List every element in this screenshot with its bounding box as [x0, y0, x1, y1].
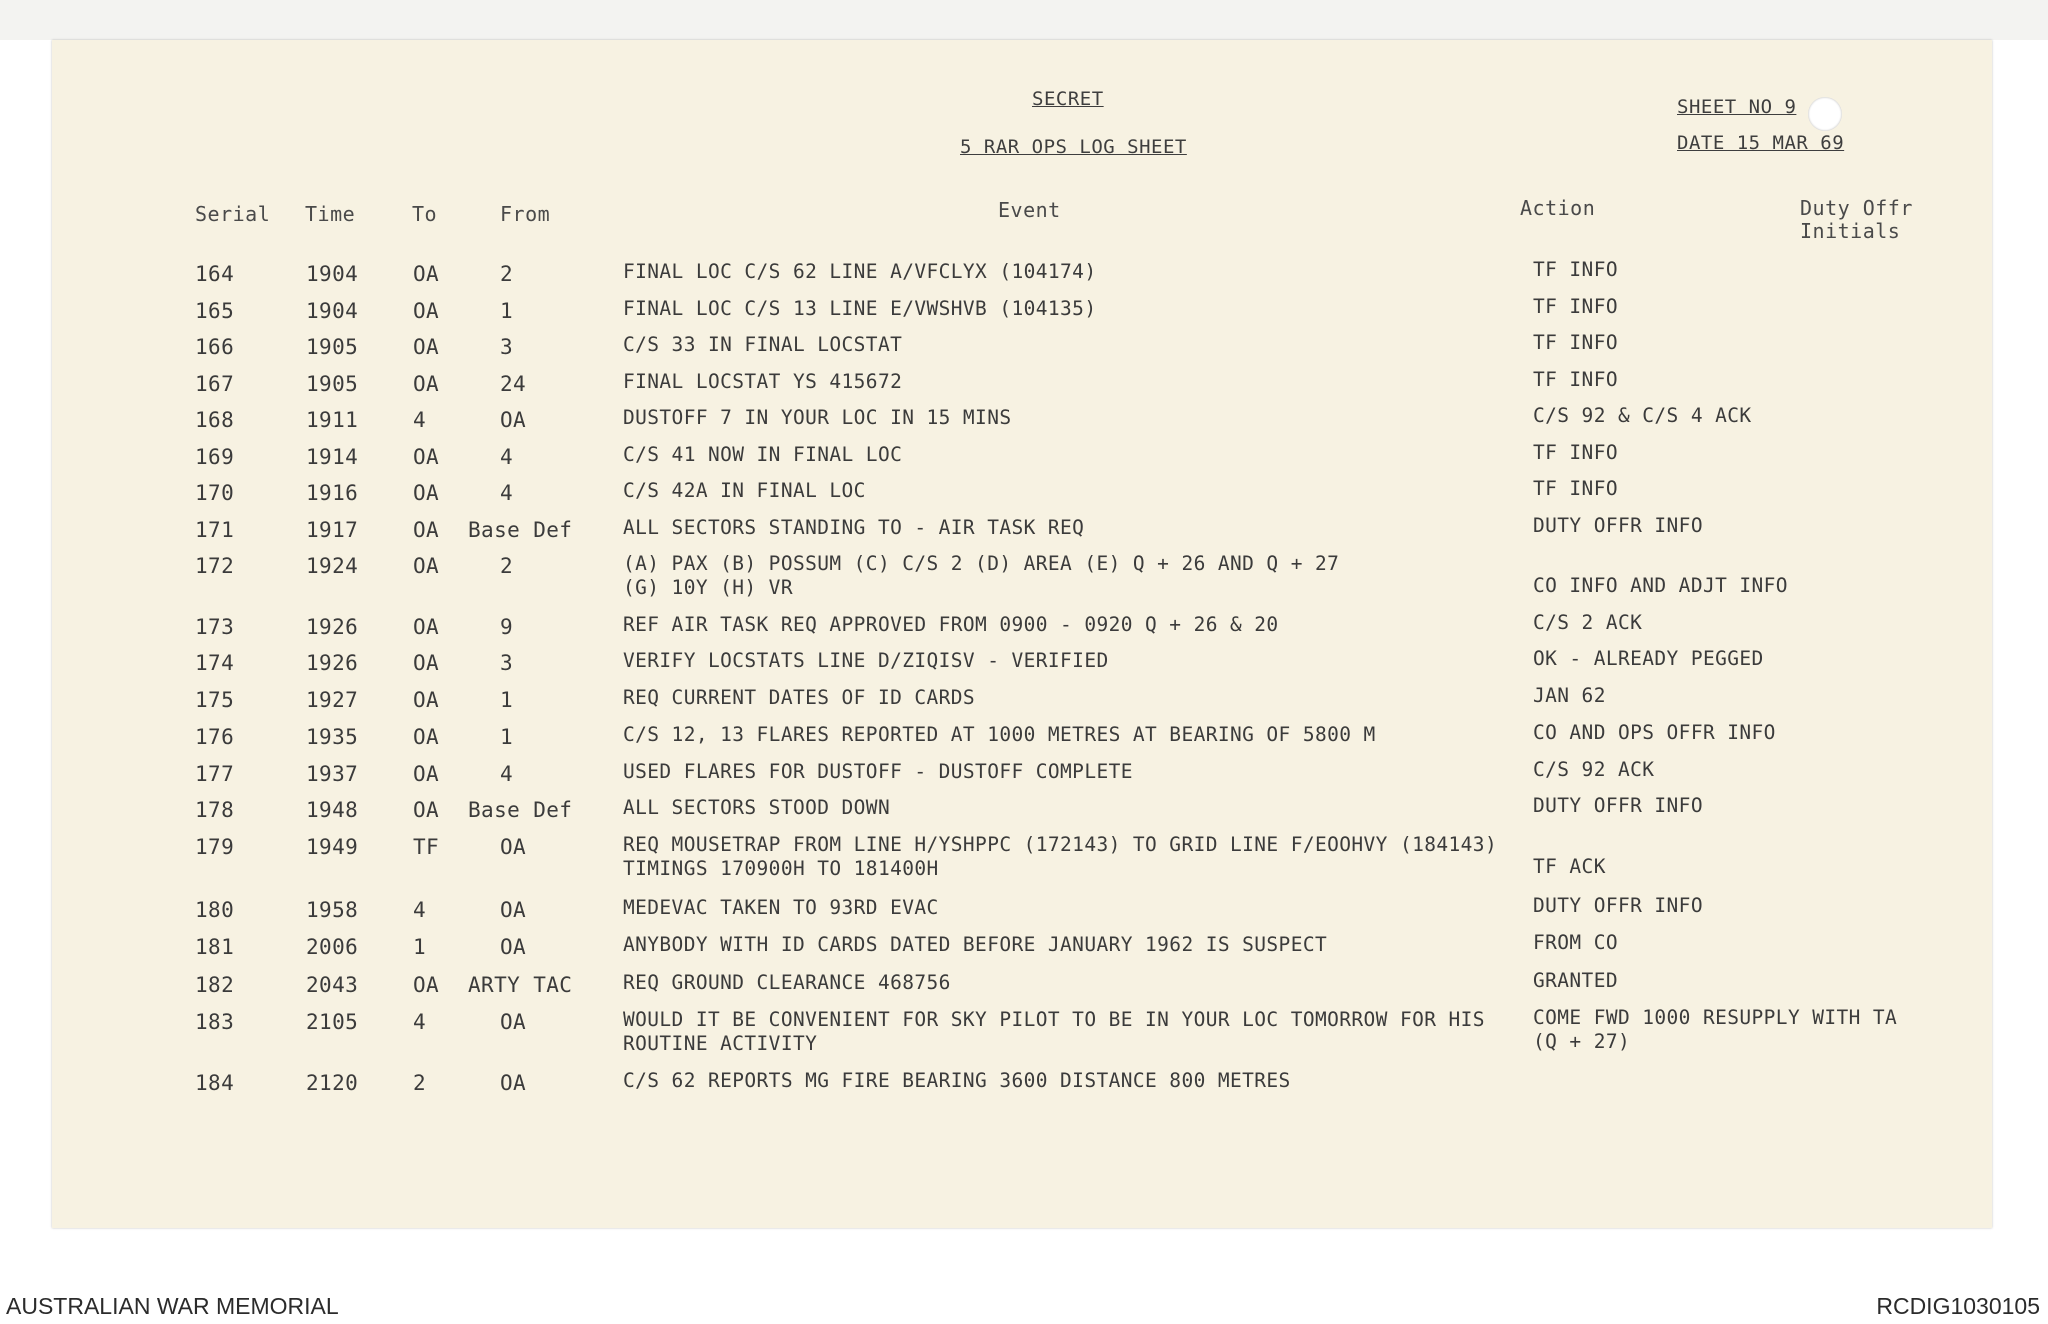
log-row: [0, 684, 2048, 712]
sheet-date: DATE 15 MAR 69: [1677, 132, 1845, 154]
log-row: [0, 758, 2048, 786]
time-cell: 1958: [306, 898, 359, 922]
log-row: [0, 552, 2048, 599]
serial-cell: 180: [195, 898, 235, 922]
event-text: FINAL LOC C/S 13 LINE E/VWSHVB (104135): [623, 297, 1097, 320]
log-row: [0, 368, 2048, 396]
to-cell: OA: [413, 335, 440, 359]
event-text: C/S 33 IN FINAL LOCSTAT: [623, 333, 903, 356]
event-text: MEDEVAC TAKEN TO 93RD EVAC: [623, 896, 939, 919]
serial-cell: 165: [195, 299, 235, 323]
action-text: C/S 92 ACK: [1533, 758, 1655, 781]
time-cell: 1937: [306, 762, 359, 786]
action-text: FROM CO: [1533, 931, 1618, 954]
log-row: [0, 611, 2048, 639]
column-header-event: Event: [998, 198, 1061, 222]
log-row: [0, 833, 2048, 880]
time-cell: 1926: [306, 651, 359, 675]
punch-hole: [1808, 97, 1842, 131]
serial-cell: 181: [195, 935, 235, 959]
event-text: ALL SECTORS STANDING TO - AIR TASK REQ: [623, 516, 1085, 539]
serial-cell: 173: [195, 615, 235, 639]
log-row: [0, 331, 2048, 359]
serial-cell: 177: [195, 762, 235, 786]
to-cell: OA: [413, 481, 440, 505]
time-cell: 1935: [306, 725, 359, 749]
from-cell: OA: [500, 1071, 527, 1095]
log-row: [0, 404, 2048, 432]
time-cell: 1914: [306, 445, 359, 469]
event-text: REQ MOUSETRAP FROM LINE H/YSHPPC (172143) TO GRID LINE F/EOOHVY (184143): [623, 833, 1498, 856]
from-cell: 2: [500, 554, 514, 578]
from-cell: OA: [500, 898, 527, 922]
time-cell: 1927: [306, 688, 359, 712]
to-cell: 2: [413, 1071, 427, 1095]
event-text: (A) PAX (B) POSSUM (C) C/S 2 (D) AREA (E) Q + 26 AND Q + 27: [623, 552, 1340, 575]
footer-reference: RCDIG1030105: [1876, 1293, 2040, 1319]
time-cell: 2120: [306, 1071, 359, 1095]
event-text: C/S 41 NOW IN FINAL LOC: [623, 443, 903, 466]
to-cell: OA: [413, 299, 440, 323]
action-text: DUTY OFFR INFO: [1533, 514, 1703, 537]
log-row: [0, 647, 2048, 675]
time-cell: 1904: [306, 262, 359, 286]
log-row: [0, 1006, 2048, 1055]
serial-cell: 183: [195, 1010, 235, 1034]
action-text: TF INFO: [1533, 258, 1618, 281]
action-text: GRANTED: [1533, 969, 1618, 992]
time-cell: 1904: [306, 299, 359, 323]
serial-cell: 167: [195, 372, 235, 396]
from-cell: OA: [500, 835, 527, 859]
serial-cell: 168: [195, 408, 235, 432]
event-text: USED FLARES FOR DUSTOFF - DUSTOFF COMPLETE: [623, 760, 1133, 783]
column-header-to: To: [412, 202, 438, 226]
time-cell: 2006: [306, 935, 359, 959]
time-cell: 1948: [306, 798, 359, 822]
time-cell: 1924: [306, 554, 359, 578]
serial-cell: 164: [195, 262, 235, 286]
time-cell: 2043: [306, 973, 359, 997]
event-text: DUSTOFF 7 IN YOUR LOC IN 15 MINS: [623, 406, 1012, 429]
action-text: TF INFO: [1533, 477, 1618, 500]
top-margin: [0, 0, 2048, 40]
to-cell: OA: [413, 973, 440, 997]
action-text: C/S 2 ACK: [1533, 611, 1643, 634]
log-row: [0, 931, 2048, 959]
event-text: VERIFY LOCSTATS LINE D/ZIQISV - VERIFIED: [623, 649, 1109, 672]
column-header-duty-offr: Duty Offr: [1800, 196, 1913, 220]
serial-cell: 172: [195, 554, 235, 578]
serial-cell: 175: [195, 688, 235, 712]
time-cell: 1911: [306, 408, 359, 432]
event-text: REF AIR TASK REQ APPROVED FROM 0900 - 0920 Q + 26 & 20: [623, 613, 1279, 636]
time-cell: 1905: [306, 372, 359, 396]
event-text: ALL SECTORS STOOD DOWN: [623, 796, 891, 819]
from-cell: 2: [500, 262, 514, 286]
from-cell: Base Def: [468, 798, 573, 822]
serial-cell: 182: [195, 973, 235, 997]
action-text: (Q + 27): [1533, 1030, 1631, 1053]
from-cell: 1: [500, 688, 514, 712]
from-cell: 4: [500, 445, 514, 469]
serial-cell: 184: [195, 1071, 235, 1095]
event-text: C/S 62 REPORTS MG FIRE BEARING 3600 DISTANCE 800 METRES: [623, 1069, 1291, 1092]
event-text: C/S 42A IN FINAL LOC: [623, 479, 866, 502]
column-header-time: Time: [305, 202, 356, 226]
from-cell: 9: [500, 615, 514, 639]
time-cell: 2105: [306, 1010, 359, 1034]
to-cell: OA: [413, 518, 440, 542]
event-text: ANYBODY WITH ID CARDS DATED BEFORE JANUARY 1962 IS SUSPECT: [623, 933, 1328, 956]
event-text: WOULD IT BE CONVENIENT FOR SKY PILOT TO BE IN YOUR LOC TOMORROW FOR HIS: [623, 1008, 1485, 1031]
serial-cell: 179: [195, 835, 235, 859]
log-row: [0, 969, 2048, 997]
event-text: FINAL LOC C/S 62 LINE A/VFCLYX (104174): [623, 260, 1097, 283]
to-cell: OA: [413, 651, 440, 675]
serial-cell: 178: [195, 798, 235, 822]
action-text: DUTY OFFR INFO: [1533, 894, 1703, 917]
log-row: [0, 514, 2048, 542]
column-header-from: From: [500, 202, 551, 226]
from-cell: 4: [500, 481, 514, 505]
from-cell: OA: [500, 408, 527, 432]
classification-marking: SECRET: [1032, 88, 1104, 110]
action-text: CO AND OPS OFFR INFO: [1533, 721, 1776, 744]
from-cell: ARTY TAC: [468, 973, 573, 997]
action-text: TF INFO: [1533, 331, 1618, 354]
to-cell: TF: [413, 835, 440, 859]
column-header-initials: Initials: [1800, 219, 1901, 243]
from-cell: 24: [500, 372, 527, 396]
log-row: [0, 894, 2048, 922]
to-cell: 4: [413, 408, 427, 432]
to-cell: OA: [413, 554, 440, 578]
action-text: TF INFO: [1533, 295, 1618, 318]
to-cell: OA: [413, 445, 440, 469]
column-header-serial: Serial: [195, 202, 271, 226]
column-header-action: Action: [1520, 196, 1596, 220]
to-cell: 4: [413, 898, 427, 922]
time-cell: 1917: [306, 518, 359, 542]
from-cell: OA: [500, 1010, 527, 1034]
from-cell: 4: [500, 762, 514, 786]
action-text: COME FWD 1000 RESUPPLY WITH TA: [1533, 1006, 1898, 1029]
event-text: ROUTINE ACTIVITY: [623, 1032, 818, 1055]
time-cell: 1905: [306, 335, 359, 359]
serial-cell: 171: [195, 518, 235, 542]
sheet-number: SHEET NO 9: [1677, 96, 1797, 118]
from-cell: Base Def: [468, 518, 573, 542]
to-cell: OA: [413, 615, 440, 639]
to-cell: OA: [413, 798, 440, 822]
serial-cell: 170: [195, 481, 235, 505]
serial-cell: 169: [195, 445, 235, 469]
from-cell: 3: [500, 651, 514, 675]
log-row: [0, 295, 2048, 323]
action-text: JAN 62: [1533, 684, 1606, 707]
to-cell: OA: [413, 372, 440, 396]
log-row: [0, 258, 2048, 286]
event-text: REQ GROUND CLEARANCE 468756: [623, 971, 951, 994]
log-row: [0, 794, 2048, 822]
event-text: (G) 10Y (H) VR: [623, 576, 793, 599]
footer-institution: AUSTRALIAN WAR MEMORIAL: [6, 1293, 339, 1319]
to-cell: 1: [413, 935, 427, 959]
action-text: TF INFO: [1533, 441, 1618, 464]
to-cell: OA: [413, 762, 440, 786]
from-cell: 1: [500, 299, 514, 323]
time-cell: 1949: [306, 835, 359, 859]
from-cell: OA: [500, 935, 527, 959]
serial-cell: 166: [195, 335, 235, 359]
to-cell: OA: [413, 725, 440, 749]
action-text: TF INFO: [1533, 368, 1618, 391]
log-row: [0, 441, 2048, 469]
from-cell: 1: [500, 725, 514, 749]
from-cell: 3: [500, 335, 514, 359]
to-cell: 4: [413, 1010, 427, 1034]
log-row: [0, 477, 2048, 505]
to-cell: OA: [413, 262, 440, 286]
action-text: DUTY OFFR INFO: [1533, 794, 1703, 817]
log-row: [0, 1069, 2048, 1095]
action-text: TF ACK: [1533, 855, 1606, 878]
action-text: CO INFO AND ADJT INFO: [1533, 574, 1788, 597]
serial-cell: 174: [195, 651, 235, 675]
action-text: C/S 92 & C/S 4 ACK: [1533, 404, 1752, 427]
sheet-title: 5 RAR OPS LOG SHEET: [960, 136, 1187, 158]
event-text: C/S 12, 13 FLARES REPORTED AT 1000 METRES AT BEARING OF 5800 M: [623, 723, 1376, 746]
to-cell: OA: [413, 688, 440, 712]
time-cell: 1916: [306, 481, 359, 505]
time-cell: 1926: [306, 615, 359, 639]
event-text: REQ CURRENT DATES OF ID CARDS: [623, 686, 976, 709]
event-text: TIMINGS 170900H TO 181400H: [623, 857, 939, 880]
action-text: OK - ALREADY PEGGED: [1533, 647, 1764, 670]
log-row: [0, 721, 2048, 749]
serial-cell: 176: [195, 725, 235, 749]
event-text: FINAL LOCSTAT YS 415672: [623, 370, 903, 393]
